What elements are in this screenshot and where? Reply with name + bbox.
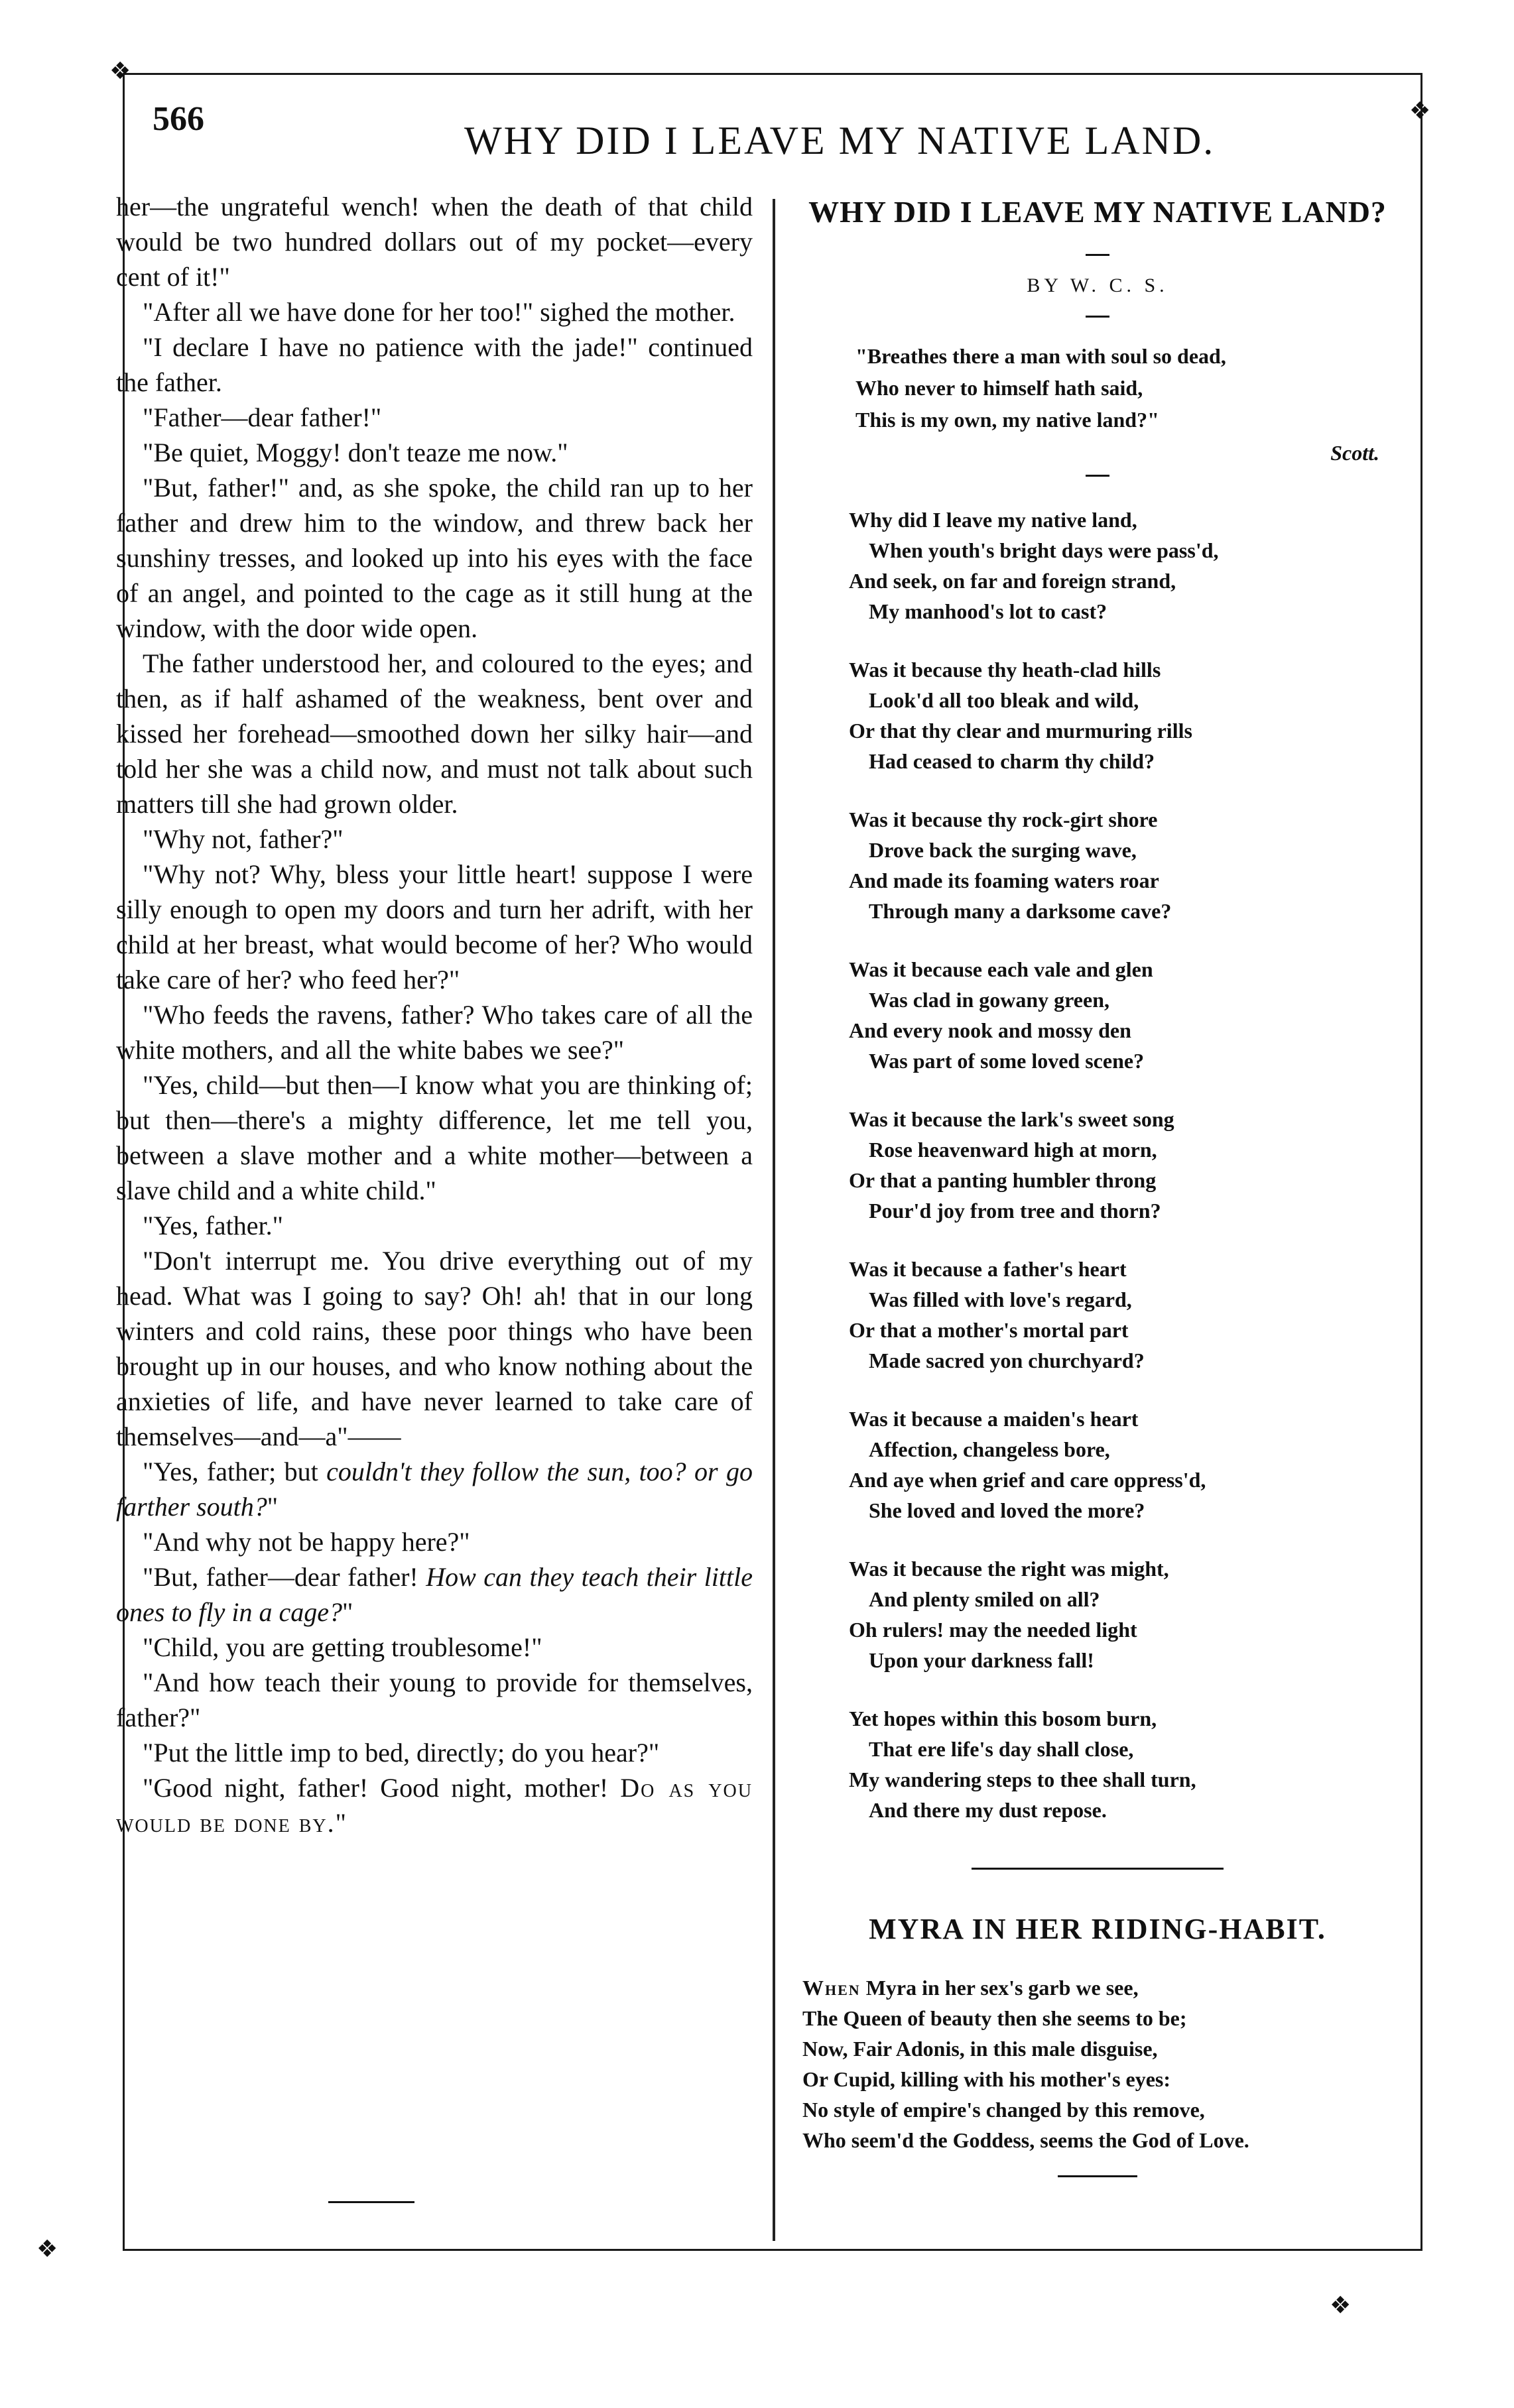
poem-line: Was it because the right was might, [849,1557,1169,1581]
stanza [849,1254,1406,1376]
story-paragraph: "And how teach their young to provide for themselves, father?" [116,1667,753,1732]
poem-line: Was it because a maiden's heart [849,1407,1139,1431]
border-bottom [123,2249,1422,2251]
border-top [123,73,1422,75]
poem-line: Or that a mother's mortal part [849,1318,1129,1342]
dash-divider [1086,475,1109,477]
small-caps-text: Do as you would be done by. [116,1773,753,1838]
story-paragraph: "Why not? Why, bless your little heart! suppose I were silly enough to open my doors and turn her adrift, with her child at her breast, what would become of her? Who would take care of her? who feed her?" [116,859,753,994]
story-paragraph: "And why not be happy here?" [143,1527,470,1557]
story-paragraph: "Put the little imp to bed, directly; do you hear?" [143,1738,660,1768]
story-column [116,189,753,1840]
poem-column [789,189,1406,2197]
poem-line: Through many a darksome cave? [869,899,1172,923]
story-paragraph: "Who feeds the ravens, father? Who takes care of all the white mothers, and all the white babes we see?" [116,1000,753,1065]
story-paragraph: "But, father!" and, as she spoke, the child ran up to her father and drew him to the window, and threw back her sunshiny tresses, and looked up into his eyes with the face of an angel, and pointed to the cage as it still hung at the window, with the door wide open. [116,473,753,643]
poem-line: Or that a panting humbler throng [849,1168,1157,1192]
corner-ornament-icon: ❖ [36,2236,58,2263]
poem-line: And every nook and mossy den [849,1018,1131,1042]
poem-line: Was it because thy rock-girt shore [849,808,1158,831]
poem-line [802,1972,1406,2003]
column-divider [773,199,775,2241]
poem-line: Was clad in gowany green, [869,988,1109,1012]
stanza [849,1553,1406,1675]
epigraph-line: This is my own, my native land?" [855,408,1159,432]
poem-line: Who seem'd the Goddess, seems the God of Love. [802,2128,1249,2152]
dash-divider [1086,254,1109,256]
poem-line: When youth's bright days were pass'd, [869,538,1219,562]
poem-title: MYRA IN HER RIDING-HABIT. [869,1913,1326,1945]
dash-divider [1086,316,1109,318]
text-run: " [342,1597,353,1627]
running-title: WHY DID I LEAVE MY NATIVE LAND. [464,119,1216,162]
poem-stanzas [789,505,1406,1825]
poem-line: No style of empire's changed by this remove, [802,2098,1205,2122]
text-run: "Good night, father! Good night, mother! [143,1773,621,1803]
epigraph-author: Scott. [1330,441,1379,465]
corner-ornament-icon: ❖ [1409,97,1431,125]
border-right [1420,73,1422,2251]
poem-line: Was it because the lark's sweet song [849,1107,1174,1131]
poem-line: Rose heavenward high at morn, [869,1138,1157,1162]
poem-line: Yet hopes within this bosom burn, [849,1707,1157,1730]
epigraph [855,340,1406,436]
corner-ornament-icon: ❖ [1330,2292,1352,2319]
text-run: "Yes, father; but [143,1457,327,1486]
section-rule [1058,2175,1137,2177]
story-paragraph [116,1559,753,1630]
poem-line: Was filled with love's regard, [869,1288,1132,1311]
running-header [153,99,1399,172]
story-paragraph: "After all we have done for her too!" sighed the mother. [143,297,735,327]
text-run: " [335,1808,346,1838]
story-paragraph: "Yes, father." [143,1211,283,1240]
poem-line: Affection, changeless bore, [869,1437,1110,1461]
page-number: 566 [153,100,204,138]
poem-line: Or that thy clear and murmuring rills [849,719,1192,743]
poem-line: Made sacred yon churchyard? [869,1349,1145,1372]
poem-line: That ere life's day shall close, [869,1737,1134,1761]
poem-line: And seek, on far and foreign strand, [849,569,1176,593]
italic-text: couldn't they follow the sun, too? or go farther south? [116,1457,753,1522]
poem-line: Pour'd joy from tree and thorn? [869,1199,1161,1223]
text-run: " [267,1492,279,1522]
epigraph-line: Who never to himself hath said, [855,376,1143,400]
poem-line: My wandering steps to thee shall turn, [849,1768,1196,1791]
stanza [849,654,1406,776]
poem-line: Why did I leave my native land, [849,508,1137,532]
poem-line: She loved and loved the more? [869,1498,1145,1522]
poem-line: My manhood's lot to cast? [869,599,1107,623]
poem-body [802,1972,1406,2155]
poem-line: Had ceased to charm thy child? [869,749,1155,773]
italic-text: How can they teach their little ones to fly in a cage? [116,1562,753,1627]
section-rule [972,1868,1224,1870]
byline: BY W. C. S. [1027,274,1168,296]
story-paragraph: "Yes, child—but then—I know what you are thinking of; but then—there's a mighty difference, let me tell you, between a slave mother and a white mother—between a slave child and a white child." [116,1070,753,1205]
poem-line: And there my dust repose. [869,1798,1107,1822]
stanza [849,954,1406,1076]
text-run: Myra in her sex's garb we see, [860,1976,1139,2000]
poem-line: Upon your darkness fall! [869,1648,1094,1672]
story-paragraph [116,1770,753,1840]
story-paragraph: "Don't interrupt me. You drive everything out of my head. What was I going to say? Oh! ah! that in our long winters and cold rains, these poor things who have been brought up in our houses, and who know nothing about the anxieties of life, and have never learned to take care of themselves—and—a"—— [116,1246,753,1451]
poem-line: Now, Fair Adonis, in this male disguise, [802,2037,1158,2061]
story-paragraph: her—the ungrateful wench! when the death of that child would be two hundred dollars out of my pocket—every cent of it!" [116,192,753,292]
section-rule [328,2201,414,2203]
poem-line: Drove back the surging wave, [869,838,1137,862]
corner-ornament-icon: ❖ [109,58,131,85]
story-paragraph: The father understood her, and coloured to the eyes; and then, as if half ashamed of the weakness, bent over and kissed her forehead—smoothed down her silky hair—and told her she was a child now, and must not talk about such matters till she had grown older. [116,648,753,819]
poem-title: WHY DID I LEAVE MY NATIVE LAND? [808,195,1387,229]
poem-line: And made its foaming waters roar [849,869,1159,892]
poem-line: And aye when grief and care oppress'd, [849,1468,1206,1492]
story-paragraph [116,1454,753,1524]
poem-line: The Queen of beauty then she seems to be; [802,2006,1187,2030]
story-paragraph: "Father—dear father!" [143,402,382,432]
poem-line: Was it because each vale and glen [849,957,1153,981]
story-paragraph: "Be quiet, Moggy! don't teaze me now." [143,438,568,467]
small-caps-text: When [802,1976,861,2000]
story-paragraph: "Why not, father?" [143,824,344,854]
story-paragraph: "Child, you are getting troublesome!" [143,1632,542,1662]
poem-line: Was it because a father's heart [849,1257,1127,1281]
stanza [849,1104,1406,1226]
poem-line: Look'd all too bleak and wild, [869,688,1139,712]
stanza [849,505,1406,627]
text-run: "But, father—dear father! [143,1562,426,1592]
poem-line: Was it because thy heath-clad hills [849,658,1161,682]
story-paragraph: "I declare I have no patience with the jade!" continued the father. [116,332,753,397]
epigraph-line: "Breathes there a man with soul so dead, [855,344,1226,368]
poem-line: Oh rulers! may the needed light [849,1618,1137,1642]
stanza [849,1404,1406,1526]
stanza [849,804,1406,926]
stanza [849,1703,1406,1825]
poem-line: Was part of some loved scene? [869,1049,1145,1073]
poem-line: Or Cupid, killing with his mother's eyes: [802,2067,1171,2091]
poem-line: And plenty smiled on all? [869,1587,1100,1611]
